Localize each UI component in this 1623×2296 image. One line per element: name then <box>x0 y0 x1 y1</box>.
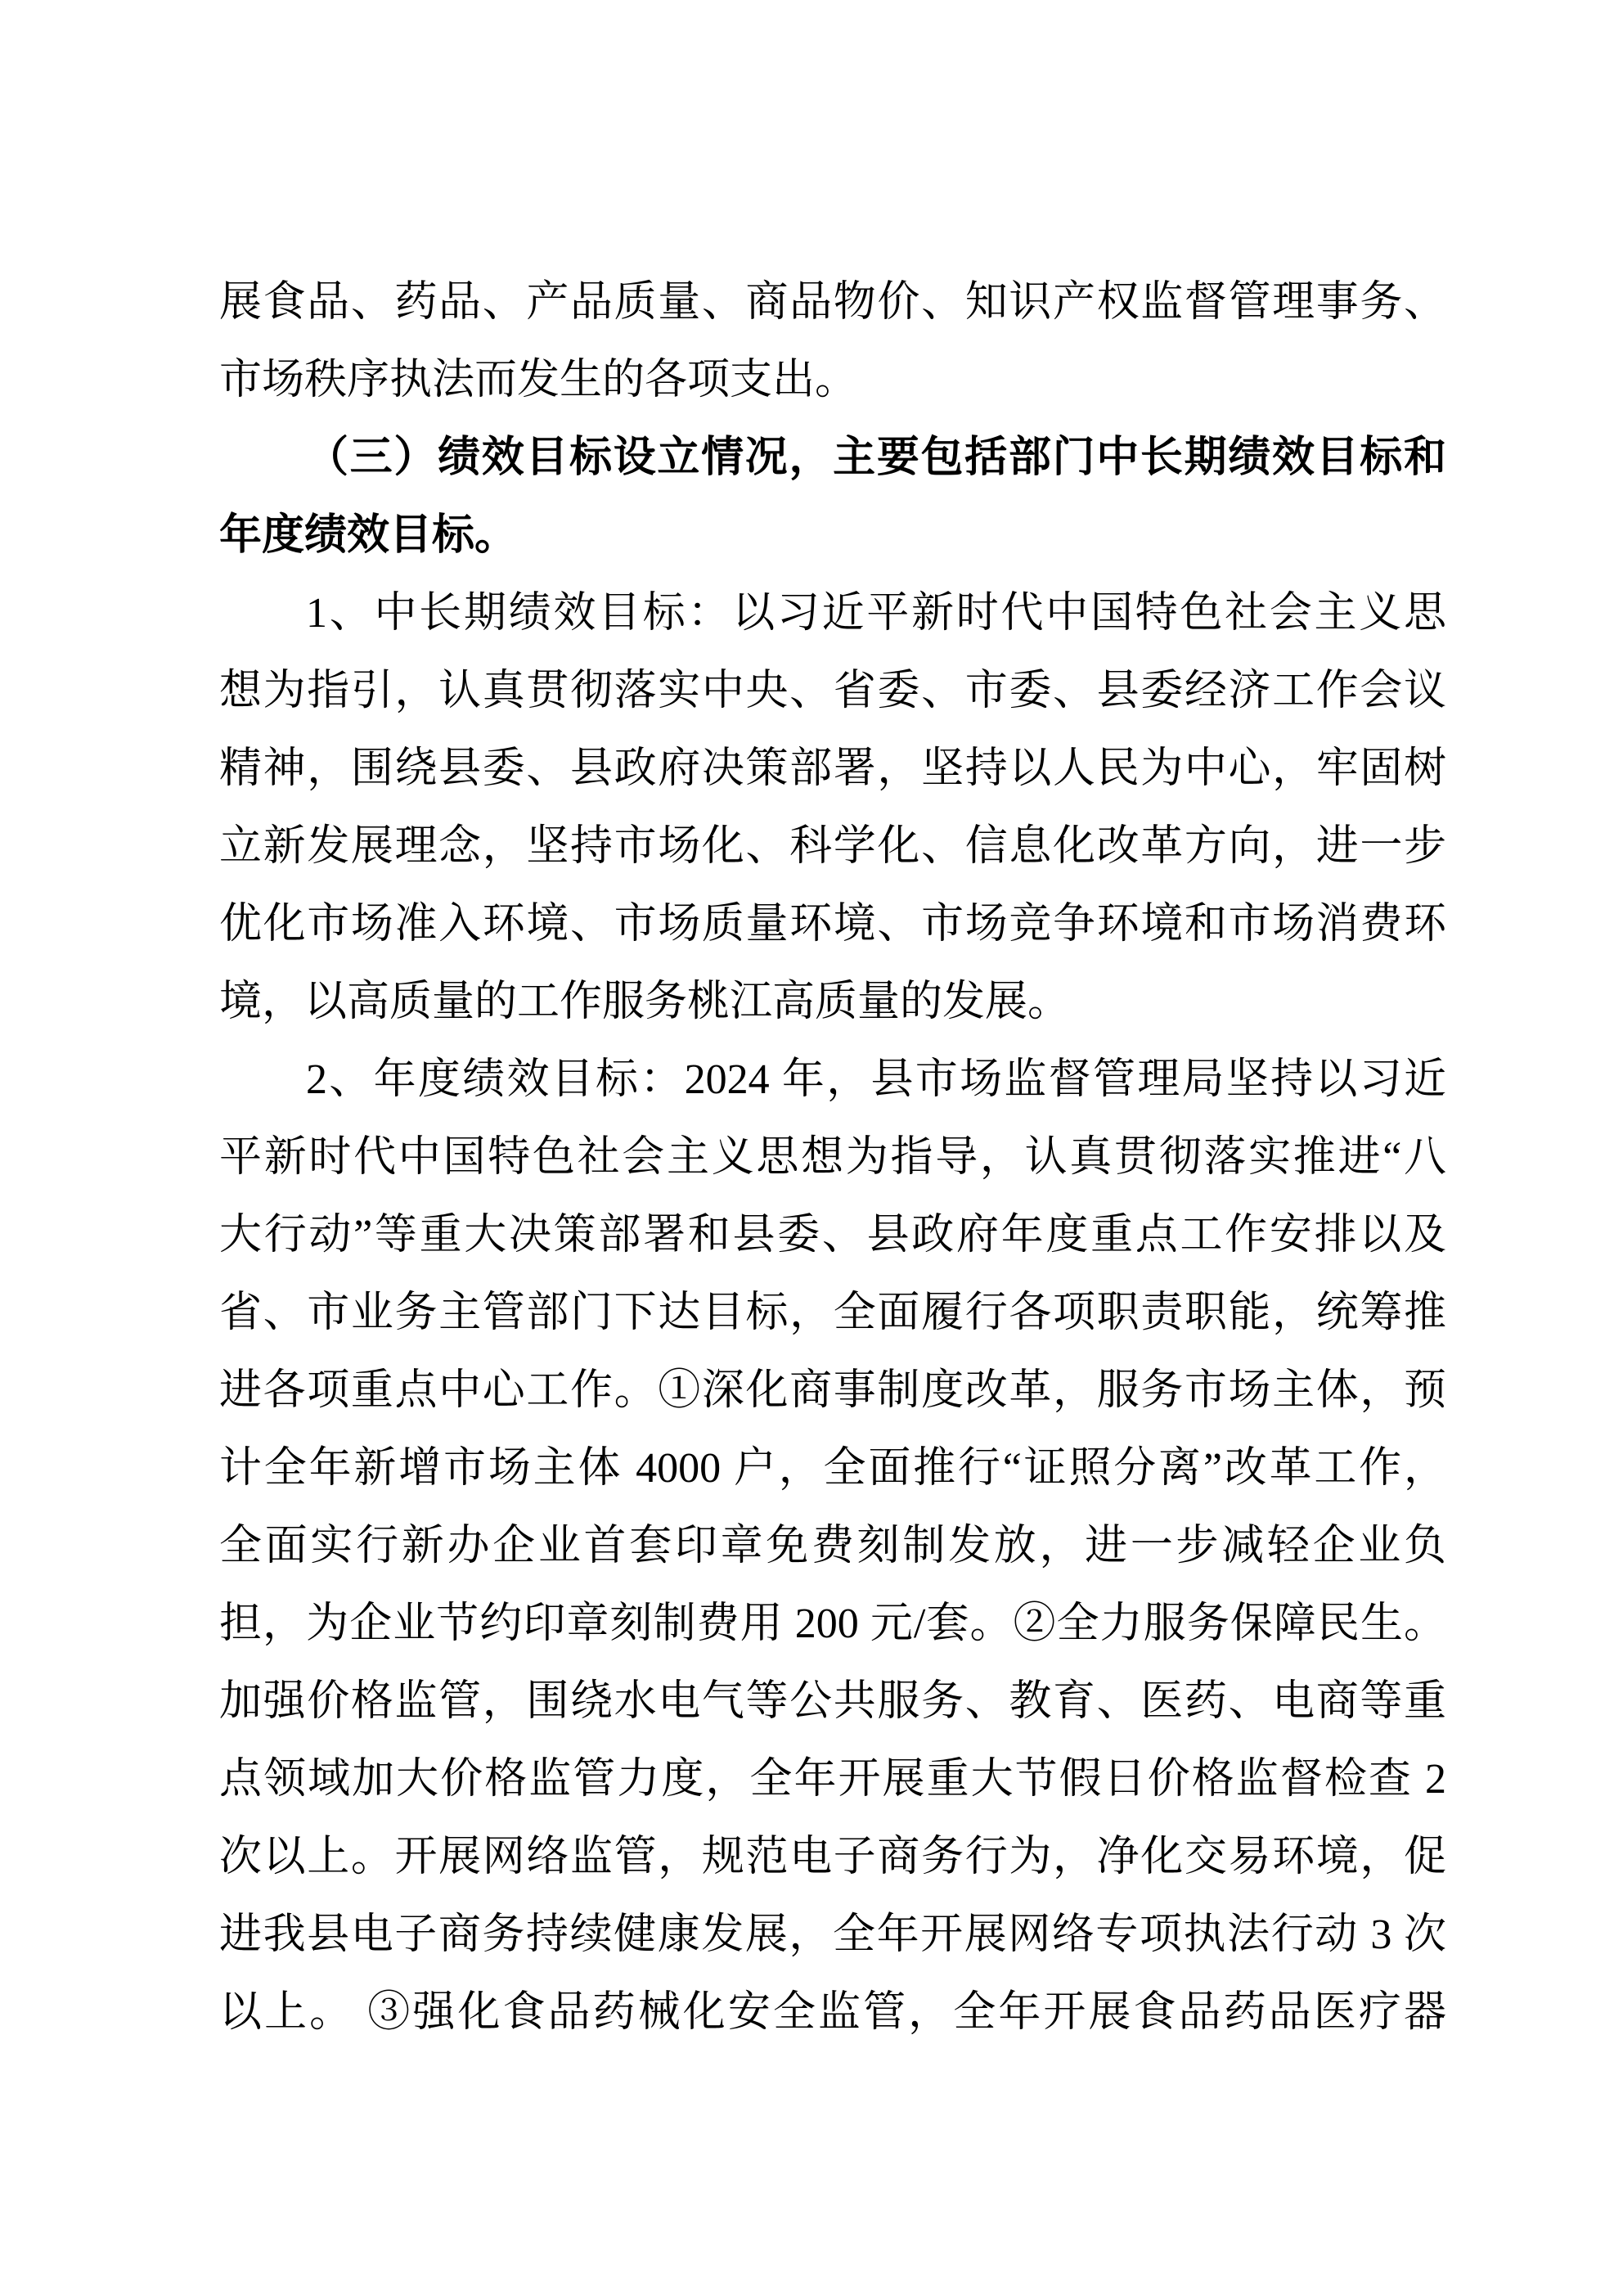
text-line: 进我县电子商务持续健康发展，全年开展网络专项执法行动 3 次 <box>219 1911 1446 1958</box>
text-line: 平新时代中国特色社会主义思想为指导，认真贯彻落实推进“八 <box>219 1134 1446 1181</box>
para-annual-performance-goals <box>219 1041 1446 2051</box>
text-line: 年度绩效目标。 <box>219 512 518 559</box>
text-line: （三）绩效目标设立情况，主要包括部门中长期绩效目标和 <box>306 434 1446 481</box>
text-line: 担，为企业节约印章刻制费用 200 元/套。②全力服务保障民生。 <box>219 1600 1446 1647</box>
text-line: 加强价格监管，围绕水电气等公共服务、教育、医药、电商等重 <box>219 1678 1446 1725</box>
text-line: 进各项重点中心工作。①深化商事制度改革，服务市场主体，预 <box>219 1367 1446 1414</box>
text-line: 全面实行新办企业首套印章免费刻制发放，进一步减轻企业负 <box>219 1523 1446 1569</box>
text-line: 省、市业务主管部门下达目标，全面履行各项职责职能，统筹推 <box>219 1290 1446 1336</box>
document-content <box>219 263 1446 2051</box>
text-line: 次以上。开展网络监管，规范电子商务行为，净化交易环境，促 <box>219 1834 1446 1880</box>
text-line: 立新发展理念，坚持市场化、科学化、信息化改革方向，进一步 <box>219 823 1446 870</box>
text-line: 展食品、药品、产品质量、商品物价、知识产权监督管理事务、 <box>219 279 1446 326</box>
text-line: 1、中长期绩效目标：以习近平新时代中国特色社会主义思 <box>306 590 1446 637</box>
text-line: 境，以高质量的工作服务桃江高质量的发展。 <box>219 979 1071 1025</box>
text-line: 精神，围绕县委、县政府决策部署，坚持以人民为中心，牢固树 <box>219 745 1446 792</box>
text-line: 大行动”等重大决策部署和县委、县政府年度重点工作安排以及 <box>219 1212 1446 1258</box>
heading-section-3-performance-goals <box>219 419 1446 574</box>
text-line: 点领域加大价格监管力度，全年开展重大节假日价格监督检查 2 <box>219 1756 1446 1803</box>
text-line: 计全年新增市场主体 4000 户，全面推行“证照分离”改革工作， <box>219 1445 1446 1492</box>
text-line: 想为指引，认真贯彻落实中央、省委、市委、县委经济工作会议 <box>219 668 1446 714</box>
text-line: 2、年度绩效目标：2024 年，县市场监督管理局坚持以习近 <box>306 1056 1446 1103</box>
para-midterm-performance-goals <box>219 574 1446 1041</box>
text-line: 优化市场准入环境、市场质量环境、市场竞争环境和市场消费环 <box>219 901 1446 948</box>
para-expenses-continuation <box>219 263 1446 419</box>
text-line: 以上。 ③强化食品药械化安全监管，全年开展食品药品医疗器 <box>219 1989 1446 2036</box>
text-line: 市场秩序执法而发生的各项支出。 <box>219 357 858 403</box>
